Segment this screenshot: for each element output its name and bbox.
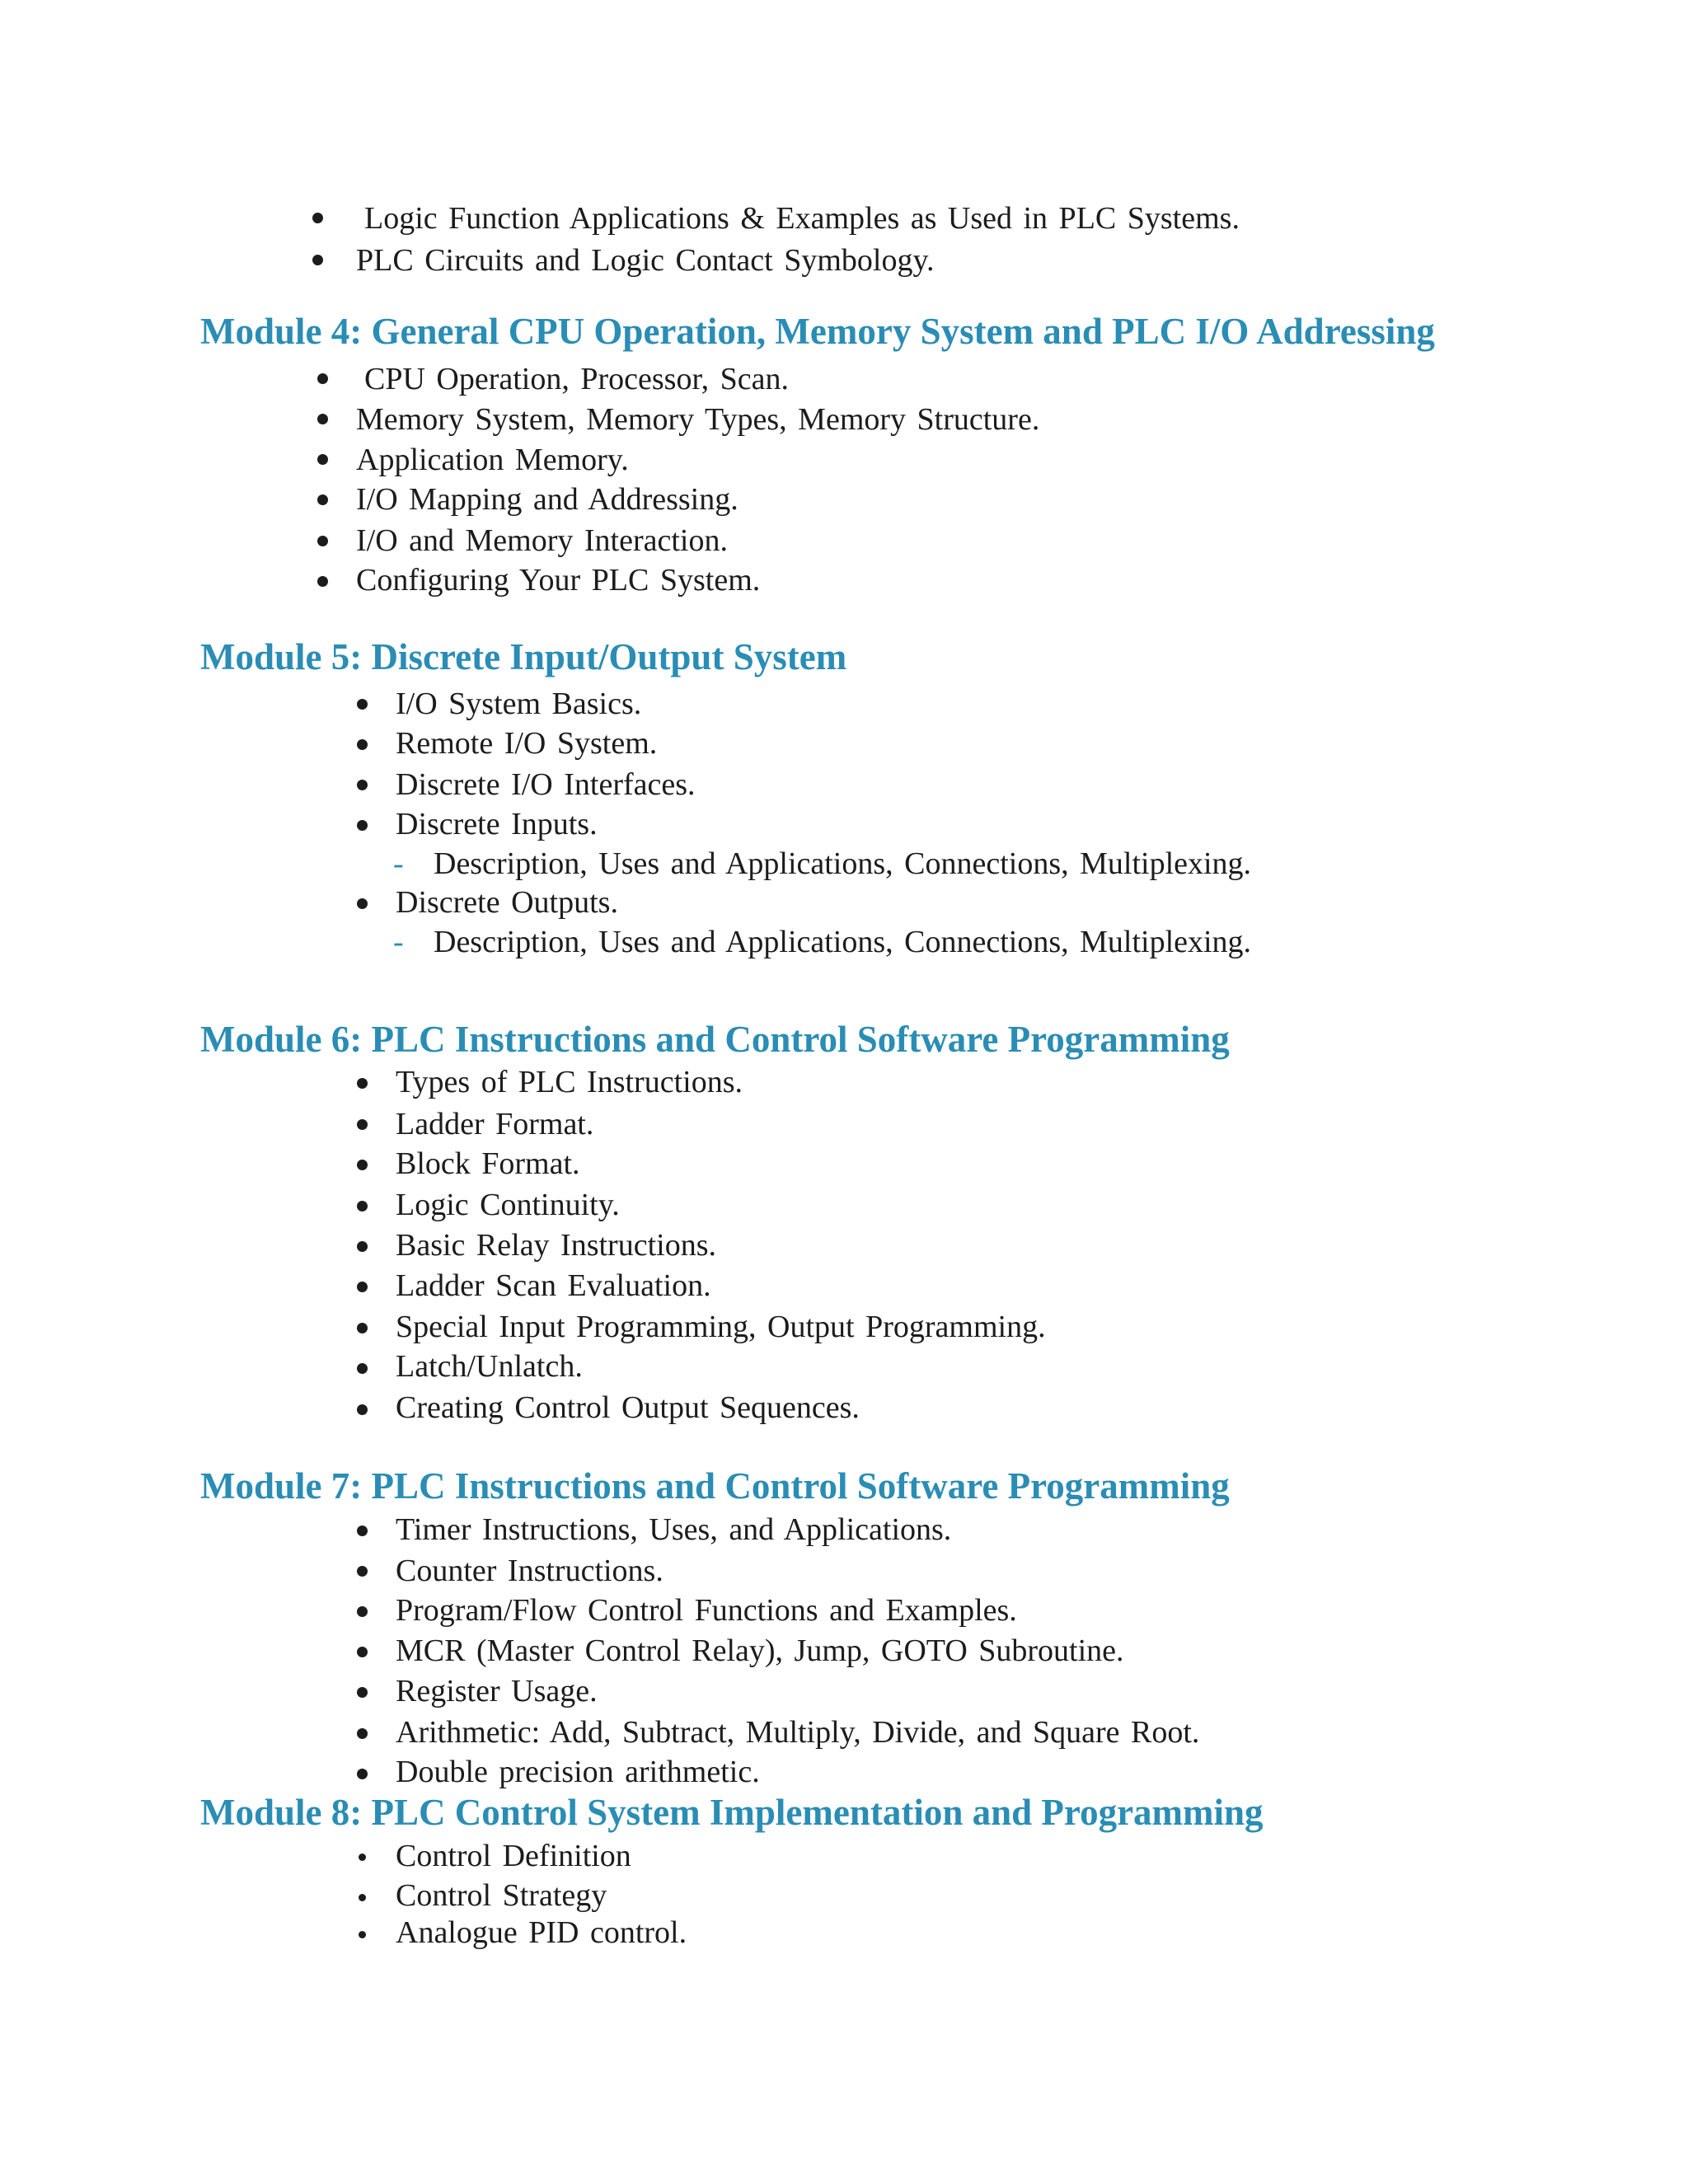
list-item: Special Input Programming, Output Programming. (396, 1310, 1046, 1344)
list-item: Types of PLC Instructions. (396, 1065, 743, 1099)
list-item: Ladder Scan Evaluation. (396, 1268, 711, 1303)
module-6-heading: Module 6: PLC Instructions and Control Software Programming (200, 1019, 1230, 1060)
bullet-icon (359, 1854, 366, 1861)
module-5-heading: Module 5: Discrete Input/Output System (200, 636, 847, 677)
bullet-icon (317, 536, 328, 546)
bullet-icon (357, 1241, 368, 1252)
bullet-icon (312, 255, 323, 265)
list-item: PLC Circuits and Logic Contact Symbology. (356, 243, 935, 278)
list-item: Program/Flow Control Functions and Examples. (396, 1593, 1017, 1628)
bullet-icon (357, 820, 368, 831)
bullet-icon (357, 1526, 368, 1536)
list-item: Control Strategy (396, 1878, 607, 1913)
list-item: MCR (Master Control Relay), Jump, GOTO Subroutine. (396, 1633, 1124, 1668)
list-item: Double precision arithmetic. (396, 1755, 760, 1789)
bullet-icon (357, 1404, 368, 1415)
bullet-icon (359, 1894, 366, 1901)
list-item: Block Format. (396, 1146, 580, 1181)
bullet-icon (357, 1363, 368, 1374)
bullet-icon (312, 213, 323, 223)
module-7-heading: Module 7: PLC Instructions and Control Software Programming (200, 1465, 1230, 1507)
list-item: Register Usage. (396, 1674, 598, 1708)
dash-icon: - (393, 925, 404, 959)
bullet-icon (357, 699, 368, 710)
bullet-icon (357, 898, 368, 909)
bullet-icon (317, 414, 328, 424)
list-item: Control Definition (396, 1839, 631, 1873)
bullet-icon (357, 1160, 368, 1170)
list-item: Application Memory. (356, 443, 629, 477)
list-item: CPU Operation, Processor, Scan. (364, 362, 789, 396)
list-item: Ladder Format. (396, 1107, 594, 1141)
module-8-heading: Module 8: PLC Control System Implementation and Programming (200, 1792, 1264, 1833)
bullet-icon (317, 454, 328, 465)
bullet-icon (317, 494, 328, 505)
list-item: Counter Instructions. (396, 1554, 663, 1588)
list-item: Discrete Inputs. (396, 807, 598, 841)
bullet-icon (357, 1078, 368, 1089)
bullet-icon (317, 373, 328, 384)
list-item: Configuring Your PLC System. (356, 563, 761, 598)
list-item: Latch/Unlatch. (396, 1349, 583, 1384)
bullet-icon (357, 1606, 368, 1617)
list-item: Analogue PID control. (396, 1915, 687, 1950)
list-item: Logic Function Applications & Examples as Used in PLC Systems. (364, 201, 1240, 236)
bullet-icon (357, 739, 368, 750)
list-item: Basic Relay Instructions. (396, 1228, 716, 1263)
list-item: Timer Instructions, Uses, and Applications. (396, 1512, 952, 1547)
list-item: Discrete Outputs. (396, 885, 618, 920)
bullet-icon (357, 780, 368, 790)
list-item: Remote I/O System. (396, 726, 658, 761)
sub-list-item: Description, Uses and Applications, Connections, Multiplexing. (434, 925, 1252, 959)
list-item: I/O and Memory Interaction. (356, 523, 728, 558)
bullet-icon (359, 1931, 366, 1938)
bullet-icon (357, 1119, 368, 1130)
module-4-heading: Module 4: General CPU Operation, Memory System and PLC I/O Addressing (200, 311, 1435, 352)
list-item: I/O Mapping and Addressing. (356, 482, 738, 517)
list-item: Logic Continuity. (396, 1188, 620, 1222)
bullet-icon (357, 1201, 368, 1212)
bullet-icon (357, 1647, 368, 1657)
bullet-icon (357, 1769, 368, 1779)
sub-list-item: Description, Uses and Applications, Connections, Multiplexing. (434, 846, 1252, 881)
list-item: Arithmetic: Add, Subtract, Multiply, Divide, and Square Root. (396, 1715, 1200, 1750)
bullet-icon (357, 1323, 368, 1333)
list-item: I/O System Basics. (396, 687, 642, 721)
bullet-icon (317, 576, 328, 587)
list-item: Memory System, Memory Types, Memory Structure. (356, 402, 1040, 437)
dash-icon: - (393, 846, 404, 881)
list-item: Creating Control Output Sequences. (396, 1390, 860, 1425)
bullet-icon (357, 1728, 368, 1739)
list-item: Discrete I/O Interfaces. (396, 767, 696, 802)
bullet-icon (357, 1687, 368, 1698)
bullet-icon (357, 1566, 368, 1577)
bullet-icon (357, 1282, 368, 1292)
